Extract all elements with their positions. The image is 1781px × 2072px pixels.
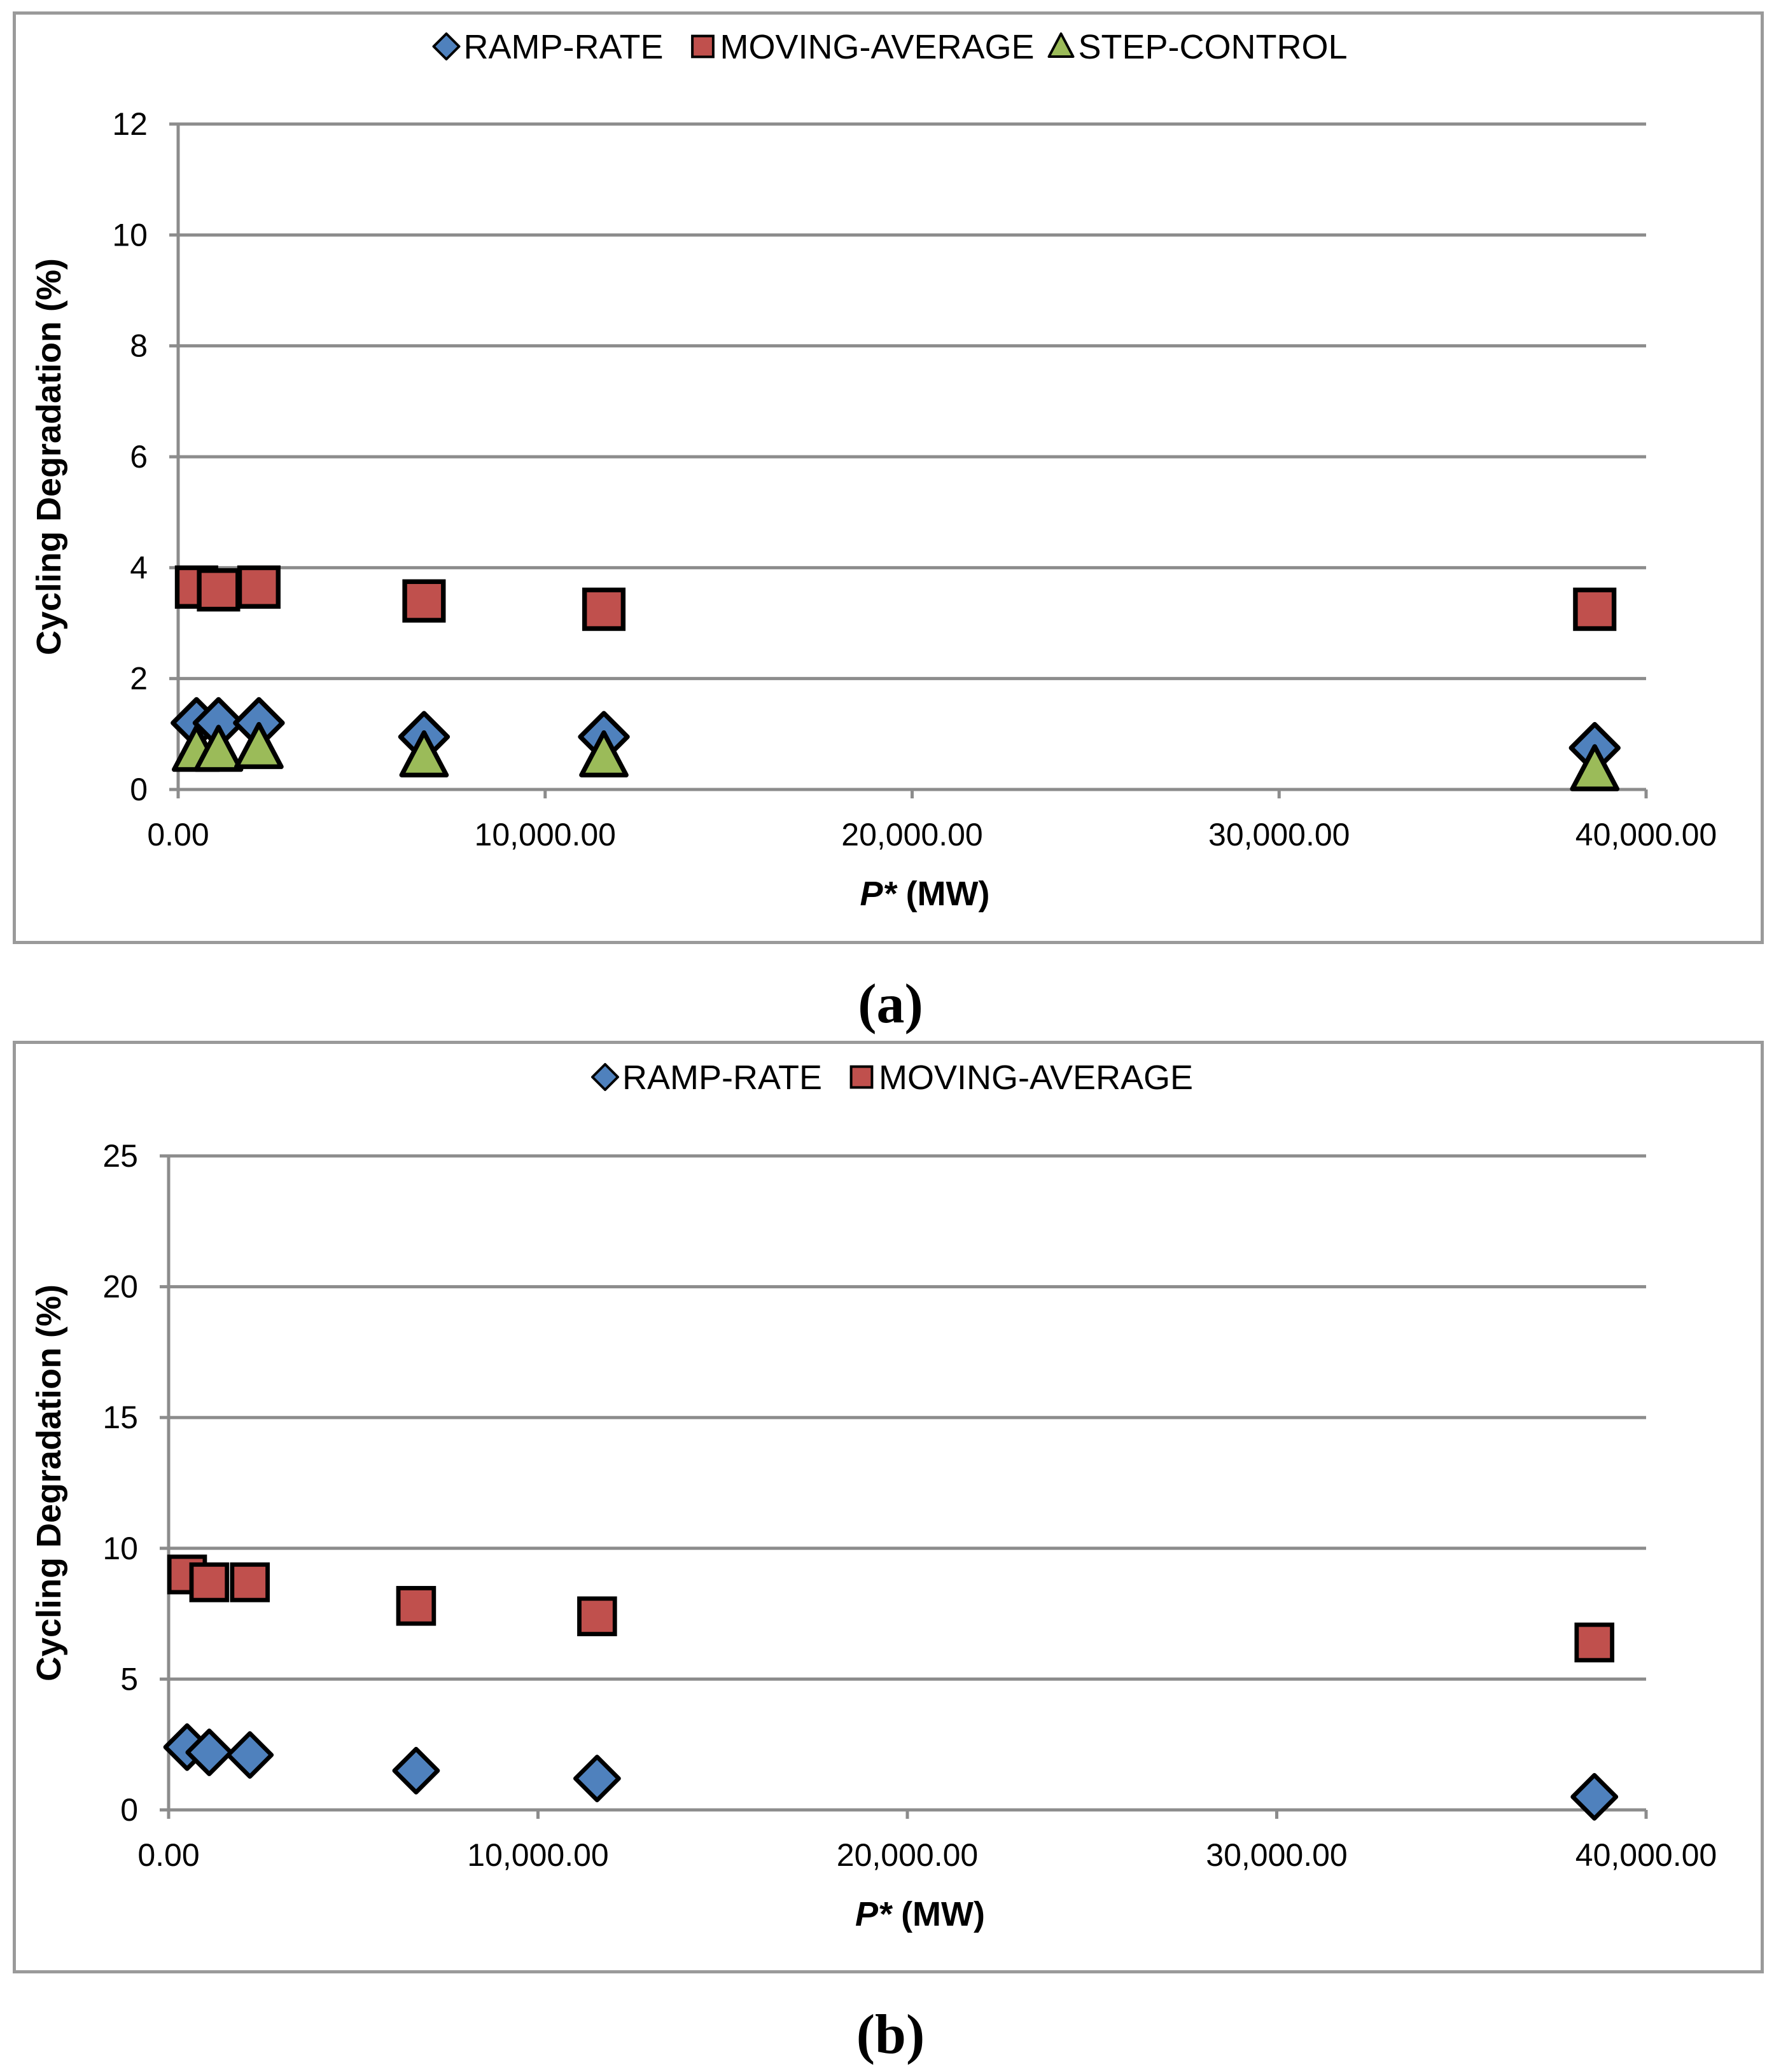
chart-b-xtick-label: 0.00 [137,1837,200,1873]
chart-a-point-moving-average [240,568,279,607]
chart-a-xtick-label: 30,000.00 [1208,817,1350,852]
chart-b-x-axis-title-symbol: P* [855,1895,892,1933]
chart-a-ytick-label: 6 [130,439,148,475]
chart-b-ytick-label: 25 [102,1138,138,1174]
chart-b-x-axis-title-unit: (MW) [891,1895,985,1933]
chart-a-point-moving-average [405,581,444,620]
panel-b-caption: (b) [856,2004,925,2066]
chart-a-legend-step-control-marker [1049,34,1073,57]
chart-b-ytick-label: 5 [120,1661,138,1697]
chart-b-ytick-label: 10 [102,1530,138,1566]
chart-b-ytick-label: 20 [102,1269,138,1305]
chart-b-xtick-label: 10,000.00 [467,1837,609,1873]
chart-panel-a [13,11,1764,944]
chart-a-x-axis-title [860,875,990,913]
chart-b-point-moving-average [192,1564,227,1600]
chart-a-xtick-label: 0.00 [147,817,209,852]
chart-b-point-ramp-rate [395,1749,438,1792]
chart-a-ytick-label: 4 [130,550,148,586]
chart-a-svg [16,15,1761,941]
chart-a-ytick-label: 12 [112,106,148,142]
chart-a-ytick-label: 10 [112,217,148,253]
chart-b-legend-ramp-rate-marker [592,1064,618,1090]
chart-b-svg [16,1044,1761,1970]
chart-a-ytick-label: 0 [130,772,148,807]
chart-b-legend-moving-average-label: MOVING-AVERAGE [879,1059,1194,1097]
chart-a-point-moving-average [1575,590,1614,629]
chart-b-legend-ramp-rate-label: RAMP-RATE [622,1059,823,1097]
chart-a-xtick-label: 20,000.00 [841,817,983,852]
chart-b-xtick-label: 40,000.00 [1575,1837,1717,1873]
chart-b-y-axis-title: Cycling Degradation (%) [30,1284,68,1682]
chart-a-x-axis-title-unit: (MW) [896,875,990,913]
chart-a-point-moving-average [199,571,238,609]
chart-a-point-moving-average [585,590,624,629]
chart-b-xtick-label: 30,000.00 [1206,1837,1348,1873]
chart-a-legend-moving-average-label: MOVING-AVERAGE [720,28,1035,66]
chart-a-legend-step-control-label: STEP-CONTROL [1078,28,1348,66]
chart-b-xtick-label: 20,000.00 [836,1837,979,1873]
chart-b-point-moving-average [232,1564,268,1600]
chart-b-point-ramp-rate [1573,1775,1616,1818]
chart-a-legend-moving-average-marker [692,36,713,57]
chart-a-x-axis-title-symbol: P* [860,875,897,913]
panel-a-caption: (a) [858,973,923,1035]
chart-a-xtick-label: 10,000.00 [474,817,616,852]
chart-b-point-ramp-rate [228,1734,272,1777]
chart-panel-b [13,1041,1764,1973]
chart-a-legend-ramp-rate-label: RAMP-RATE [463,28,664,66]
chart-a-xtick-label: 40,000.00 [1575,817,1717,852]
chart-a-ytick-label: 8 [130,328,148,364]
chart-b-point-ramp-rate [575,1757,618,1800]
chart-b-point-moving-average [398,1588,434,1624]
chart-b-ytick-label: 0 [120,1792,138,1828]
chart-b-ytick-label: 15 [102,1400,138,1436]
chart-b-point-moving-average [1577,1625,1612,1660]
chart-b-legend-moving-average-marker [851,1067,872,1088]
chart-b-point-moving-average [580,1599,615,1634]
chart-a-ytick-label: 2 [130,660,148,697]
chart-a-legend-ramp-rate-marker [434,34,459,59]
chart-a-y-axis-title: Cycling Degradation (%) [30,258,68,656]
chart-b-x-axis-title [855,1895,985,1933]
